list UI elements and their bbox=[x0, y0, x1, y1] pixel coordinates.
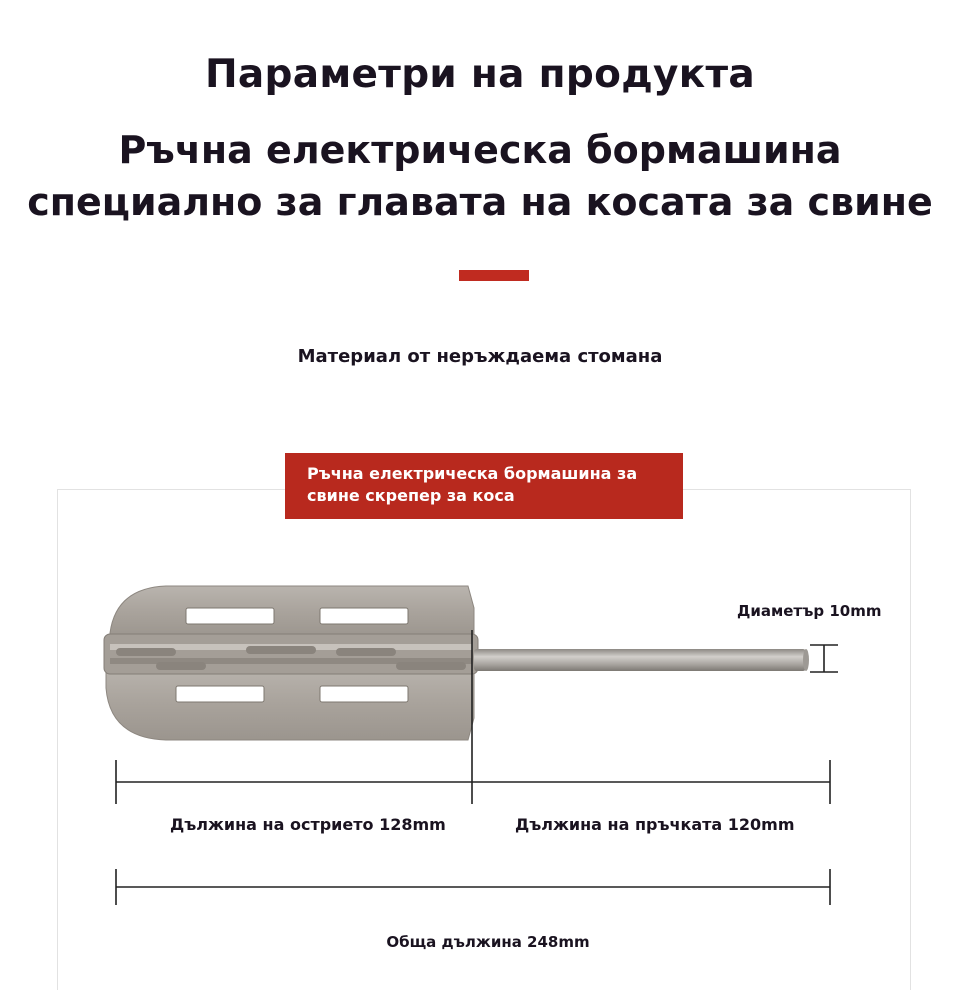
subtitle-line-2: специално за главата на косата за свине bbox=[27, 180, 933, 224]
diameter-label: Диаметър 10mm bbox=[737, 602, 882, 620]
material-label: Материал от неръждаема стомана bbox=[297, 346, 663, 367]
banner-line-2: свине скрепер за коса bbox=[307, 486, 515, 505]
subtitle-line-1: Ръчна електрическа бормашина bbox=[118, 128, 842, 172]
blade-length-label: Дължина на острието 128mm bbox=[170, 815, 446, 834]
banner-line-1: Ръчна електрическа бормашина за bbox=[307, 464, 638, 483]
total-length-label: Обща дължина 248mm bbox=[386, 933, 590, 951]
rod-length-label: Дължина на пръчката 120mm bbox=[515, 815, 795, 834]
page-title: Параметри на продукта bbox=[204, 52, 756, 97]
